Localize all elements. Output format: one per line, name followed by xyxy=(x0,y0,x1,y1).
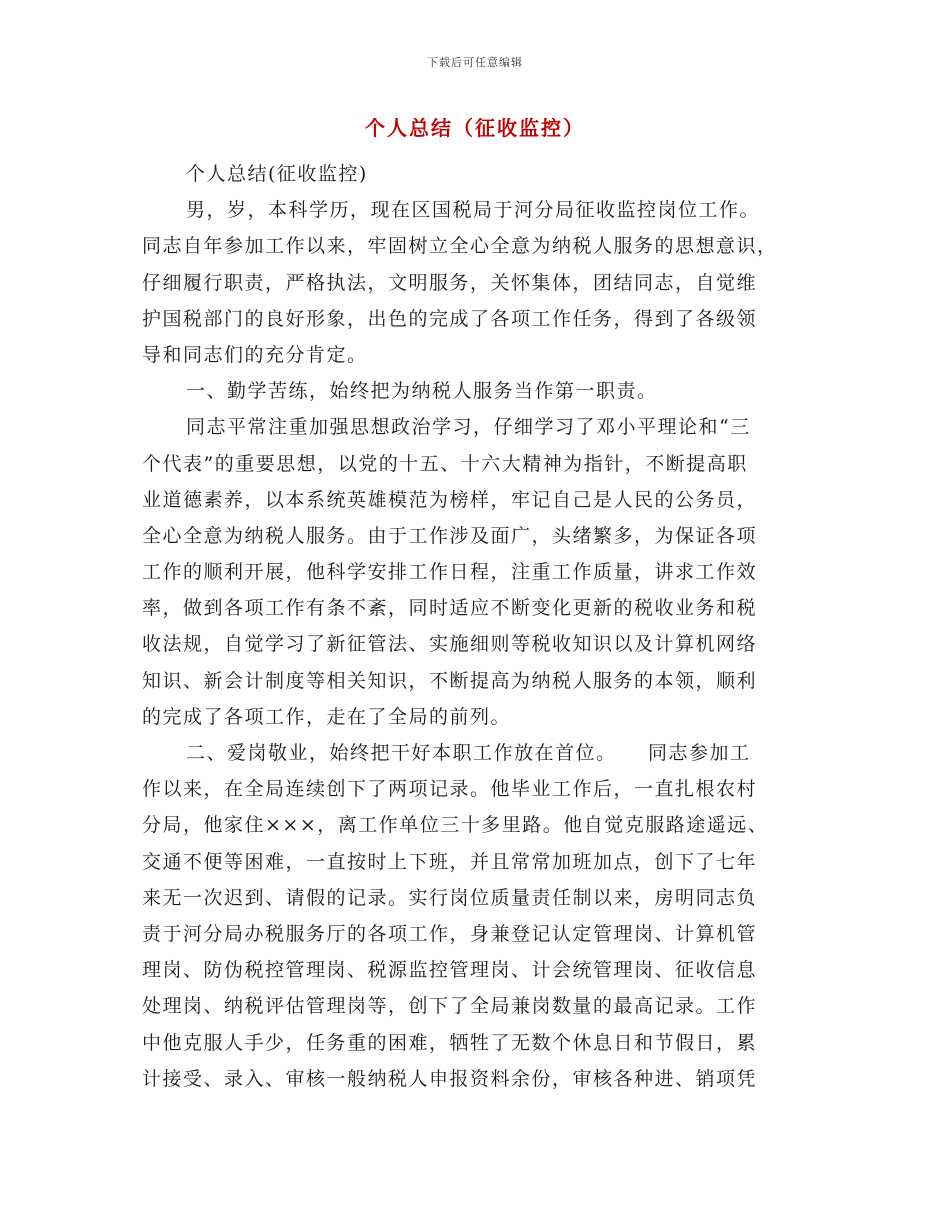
paragraph-line: 护国税部门的良好形象，出色的完成了各项工作任务，得到了各级领 xyxy=(142,307,758,330)
paragraph-line: 计接受、录入、审核一般纳税人申报资料余份，审核各种进、销项凭 xyxy=(142,1067,758,1090)
document-title: 个人总结（征收监控） xyxy=(365,116,585,140)
paragraph-line: 理岗、防伪税控管理岗、税源监控管理岗、计会统管理岗、征收信息 xyxy=(142,959,758,982)
paragraph-line: 处理岗、纳税评估管理岗等，创下了全局兼岗数量的最高记录。工作 xyxy=(142,995,758,1018)
paragraph-line: 男，岁，本科学历，现在区国税局于河分局征收监控岗位工作。 xyxy=(186,199,761,222)
subtitle-line: 个人总结(征收监控) xyxy=(186,163,368,185)
document-body xyxy=(142,156,808,1097)
paragraph-line: 的完成了各项工作，走在了全局的前列。 xyxy=(142,705,512,728)
paragraph-line: 分局，他家住×××，离工作单位三十多里路。他自觉克服路途遥远、 xyxy=(142,814,769,837)
paragraph-line: 来无一次迟到、请假的记录。实行岗位质量责任制以来，房明同志负 xyxy=(142,886,758,909)
paragraph-line: 中他克服人手少，任务重的困难，牺牲了无数个休息日和节假日，累 xyxy=(142,1031,758,1054)
paragraph-line: 全心全意为纳税人服务。由于工作涉及面广，头绪繁多，为保证各项 xyxy=(142,524,758,547)
paragraph-line: 仔细履行职责，严格执法，文明服务，关怀集体，团结同志，自觉维 xyxy=(142,271,758,294)
paragraph-line: 业道德素养，以本系统英雄模范为榜样，牢记自己是人民的公务员， xyxy=(142,488,758,511)
paragraph-line: 交通不便等困难，一直按时上下班，并且常常加班加点，创下了七年 xyxy=(142,850,758,873)
paragraph-line: 同志平常注重加强思想政治学习，仔细学习了邓小平理论和“三 xyxy=(186,416,751,439)
paragraph-line: 工作的顺利开展，他科学安排工作日程，注重工作质量，讲求工作效 xyxy=(142,561,758,584)
paragraph-line: 个代表”的重要思想，以党的十五、十六大精神为指针，不断提高职 xyxy=(142,452,748,475)
section-heading-1: 一、勤学苦练，始终把为纳税人服务当作第一职责。 xyxy=(186,380,658,403)
paragraph-line: 率，做到各项工作有条不紊，同时适应不断变化更新的税收业务和税 xyxy=(142,597,758,620)
paragraph-line: 知识、新会计制度等相关知识，不断提高为纳税人服务的本领，顺利 xyxy=(142,669,758,692)
paragraph-line: 导和同志们的充分肯定。 xyxy=(142,343,368,366)
section-heading-2: 二、爱岗敬业，始终把干好本职工作放在首位。 同志参加工 xyxy=(186,742,751,764)
paragraph-line: 作以来，在全局连续创下了两项记录。他毕业工作后，一直扎根农村 xyxy=(142,778,758,801)
page-header-note: 下载后可任意编辑 xyxy=(427,56,523,69)
paragraph-line: 收法规，自觉学习了新征管法、实施细则等税收知识以及计算机网络 xyxy=(142,633,758,656)
paragraph-line: 同志自年参加工作以来，牢固树立全心全意为纳税人服务的思想意识， xyxy=(142,235,778,258)
paragraph-line: 责于河分局办税服务厅的各项工作，身兼登记认定管理岗、计算机管 xyxy=(142,922,758,945)
